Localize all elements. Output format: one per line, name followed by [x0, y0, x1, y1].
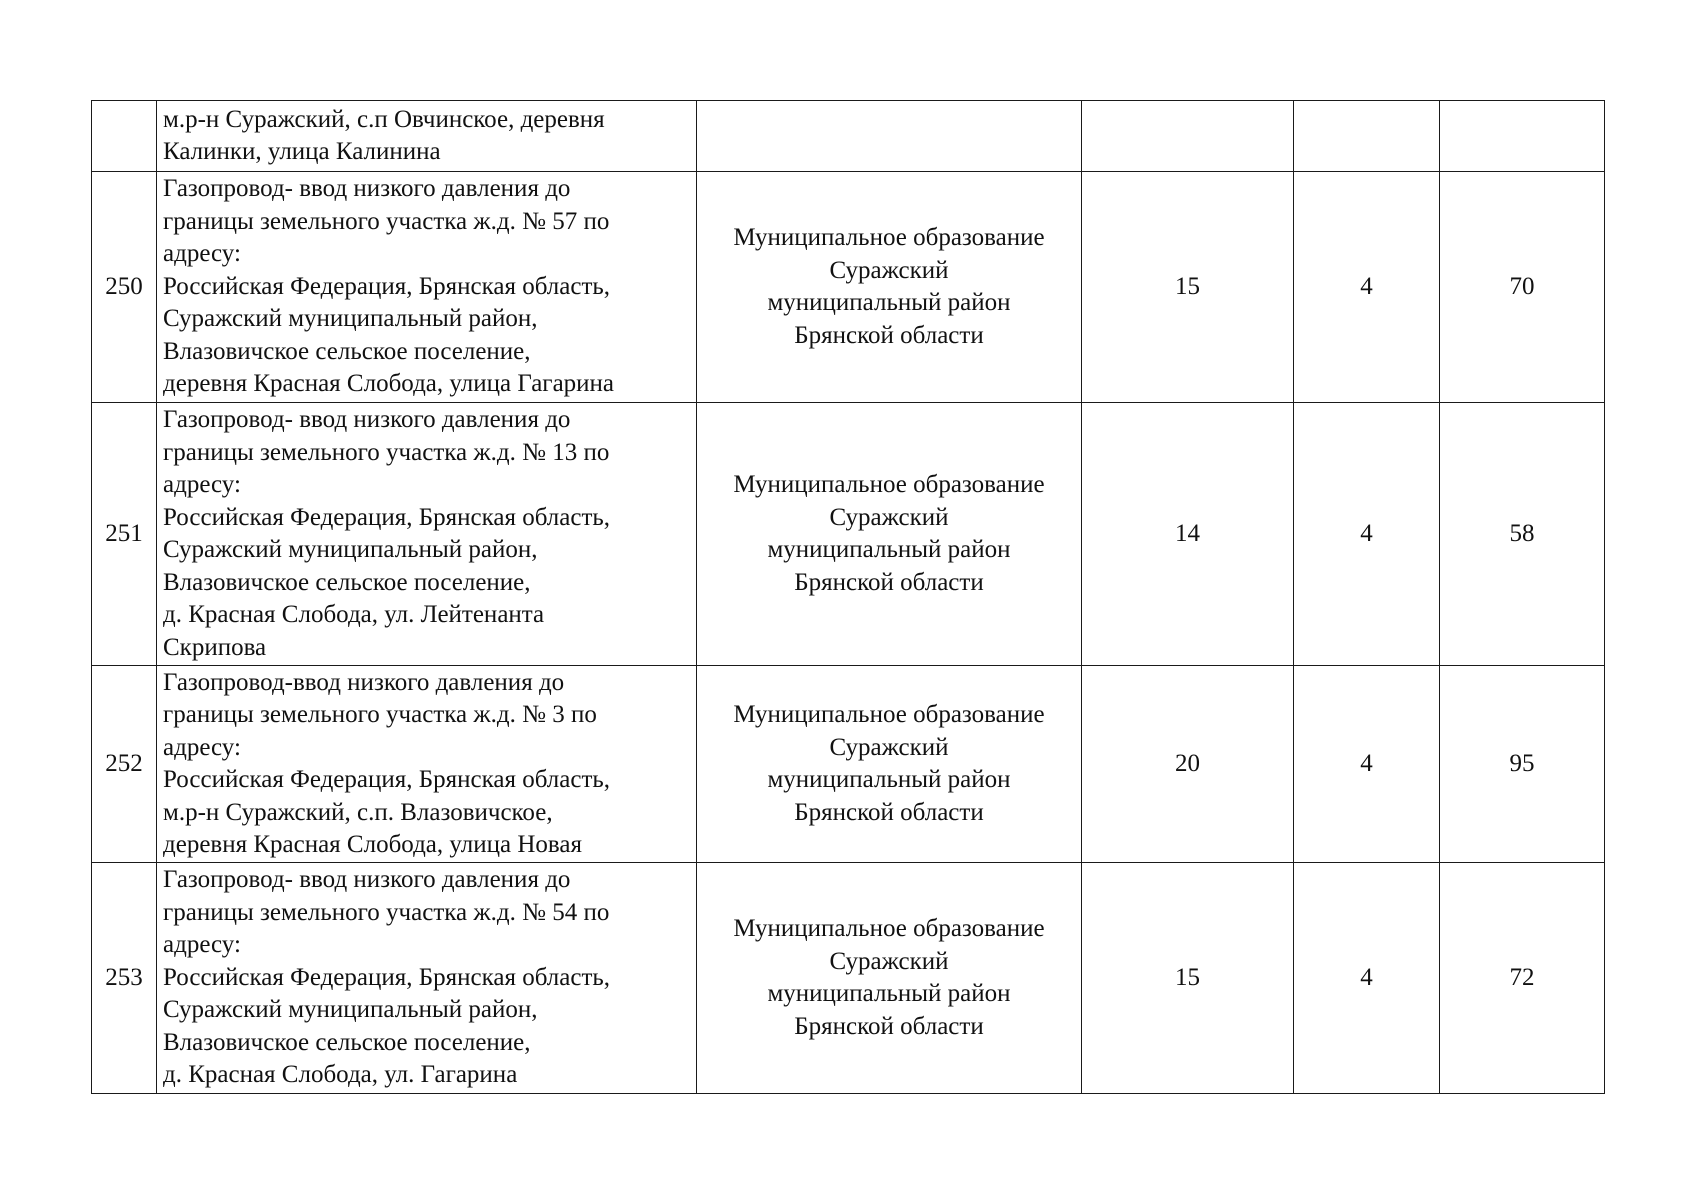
table-row — [92, 172, 1605, 403]
value-1 — [1082, 101, 1294, 172]
object-description: Газопровод-ввод низкого давления до границы земельного участка ж.д. № 3 по адресу: Российская Федерация, Брянская область, м.р-н Суражский, с.п. Влазовичское, деревня Красная Слобода, улица Новая — [157, 666, 697, 863]
value-2: 4 — [1294, 666, 1440, 863]
value-3: 72 — [1440, 863, 1605, 1094]
table-row — [92, 403, 1605, 666]
owner: Муниципальное образование Суражский муниципальный район Брянской области — [697, 172, 1082, 403]
row-number: 250 — [92, 172, 157, 403]
value-3: 70 — [1440, 172, 1605, 403]
owner — [697, 101, 1082, 172]
row-number — [92, 101, 157, 172]
table-row — [92, 666, 1605, 863]
table-row — [92, 101, 1605, 172]
value-2: 4 — [1294, 403, 1440, 666]
owner: Муниципальное образование Суражский муниципальный район Брянской области — [697, 666, 1082, 863]
value-2: 4 — [1294, 863, 1440, 1094]
row-number: 253 — [92, 863, 157, 1094]
row-number: 251 — [92, 403, 157, 666]
object-description: Газопровод- ввод низкого давления до границы земельного участка ж.д. № 57 по адресу: Российская Федерация, Брянская область, Суражский муниципальный район, Влазовичское сельское поселение, деревня Красная Слобода, улица Гагарина — [157, 172, 697, 403]
value-1: 20 — [1082, 666, 1294, 863]
gas-pipeline-registry-table — [91, 100, 1605, 1094]
value-3: 95 — [1440, 666, 1605, 863]
owner: Муниципальное образование Суражский муниципальный район Брянской области — [697, 403, 1082, 666]
object-description: Газопровод- ввод низкого давления до границы земельного участка ж.д. № 13 по адресу: Российская Федерация, Брянская область, Суражский муниципальный район, Влазовичское сельское поселение, д. Красная Слобода, ул. Лейтенанта Скрипова — [157, 403, 697, 666]
value-3 — [1440, 101, 1605, 172]
value-2 — [1294, 101, 1440, 172]
object-description: м.р-н Суражский, с.п Овчинское, деревня Калинки, улица Калинина — [157, 101, 697, 172]
value-2: 4 — [1294, 172, 1440, 403]
owner: Муниципальное образование Суражский муниципальный район Брянской области — [697, 863, 1082, 1094]
row-number: 252 — [92, 666, 157, 863]
value-1: 14 — [1082, 403, 1294, 666]
value-1: 15 — [1082, 863, 1294, 1094]
table-row — [92, 863, 1605, 1094]
value-3: 58 — [1440, 403, 1605, 666]
value-1: 15 — [1082, 172, 1294, 403]
object-description: Газопровод- ввод низкого давления до границы земельного участка ж.д. № 54 по адресу: Российская Федерация, Брянская область, Суражский муниципальный район, Влазовичское сельское поселение, д. Красная Слобода, ул. Гагарина — [157, 863, 697, 1094]
